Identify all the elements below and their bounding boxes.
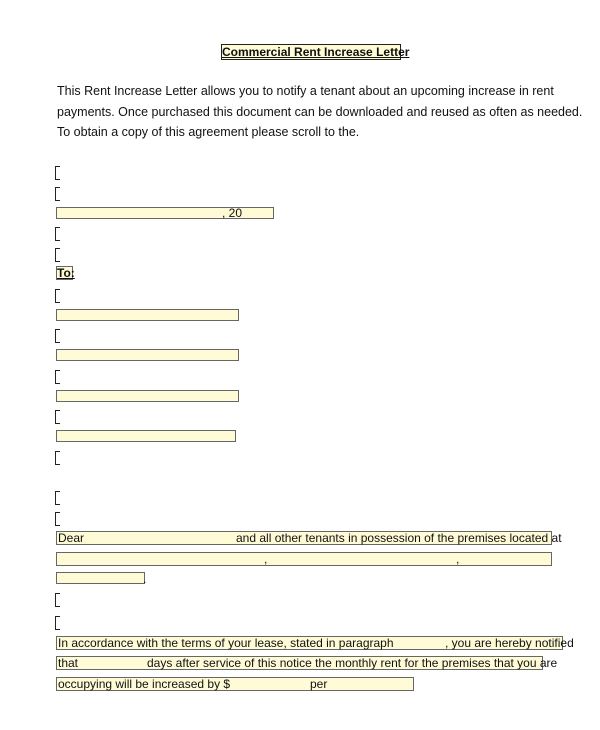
placeholder-line-4[interactable] [55,226,61,240]
paragraph-line-1-start: In accordance with the terms of your lease, stated in paragraph [58,636,394,650]
sender-address-placeholder[interactable] [55,186,61,200]
recipient-placeholder-2[interactable] [55,328,61,342]
address-separator-1: , [264,552,268,566]
date-suffix: , 20 [222,206,243,220]
intro-line-3: To obtain a copy of this agreement please scroll to the. [57,125,360,139]
dear-continuation: and all other tenants in possession of the premises located at [236,531,562,545]
placeholder-line-5[interactable] [55,247,61,261]
recipient-field-1[interactable] [56,309,239,321]
recipient-field-3[interactable] [56,390,239,402]
paragraph-line-2-start: that [58,656,79,670]
intro-line-2: payments. Once purchased this document can be downloaded and reused as often as needed. [57,105,583,119]
paragraph-line-2-end: days after service of this notice the monthly rent for the premises that you are [147,656,558,670]
to-label: To: [57,266,75,280]
paragraph-line-3-end: per [310,677,328,691]
placeholder-line-para-1[interactable] [55,592,61,606]
recipient-field-4[interactable] [56,430,236,442]
address-period: . [143,572,147,586]
intro-line-1: This Rent Increase Letter allows you to notify a tenant about an upcoming increase in rent [57,84,554,98]
placeholder-line-para-2[interactable] [55,615,61,629]
placeholder-line-re-2[interactable] [55,511,61,525]
recipient-placeholder-4[interactable] [55,409,61,423]
paragraph-line-1[interactable] [56,636,574,650]
paragraph-line-1-end: , you are hereby notified [445,636,574,650]
paragraph-line-3[interactable] [56,677,414,691]
paragraph-line-3-start: occupying will be increased by $ [58,677,231,691]
paragraph-line-2[interactable] [56,656,558,670]
recipient-placeholder-5[interactable] [55,450,61,464]
placeholder-line-re-1[interactable] [55,490,61,504]
recipient-field-2[interactable] [56,349,239,361]
address-separator-2: , [456,552,460,566]
sender-name-placeholder[interactable] [55,165,61,179]
recipient-placeholder-3[interactable] [55,369,61,383]
recipient-placeholder-1[interactable] [55,288,61,302]
dear-line[interactable] [56,531,562,545]
premises-city-field[interactable] [56,572,145,584]
dear-salutation: Dear [58,531,85,545]
date-field[interactable] [56,207,274,219]
document-title: Commercial Rent Increase Letter [222,45,410,59]
premises-address-line[interactable] [56,552,552,566]
